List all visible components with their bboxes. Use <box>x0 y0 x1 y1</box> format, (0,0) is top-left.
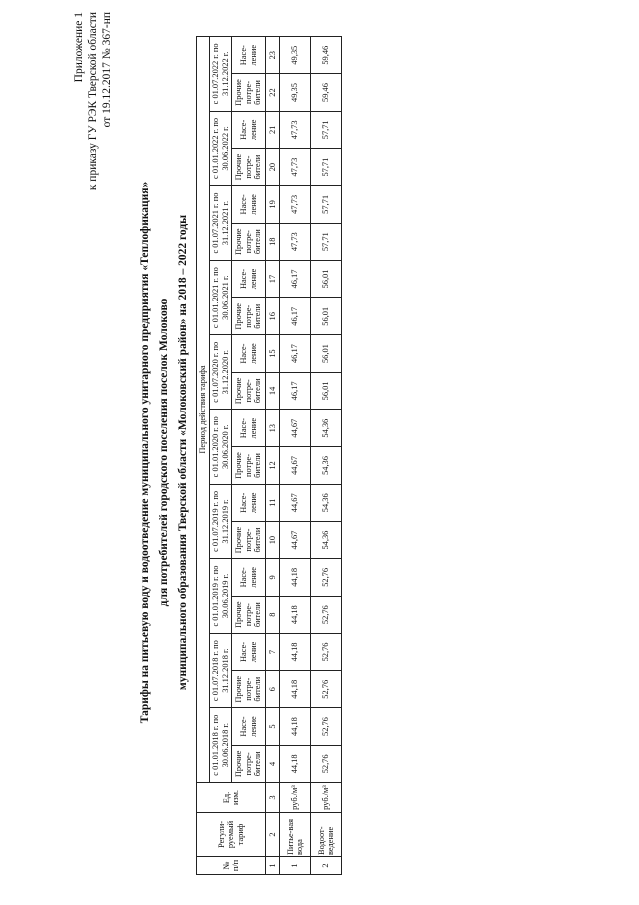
column-number: 1 <box>266 857 280 875</box>
col-unit-header: Ед. изм. <box>197 783 266 813</box>
appendix-line-1: Приложение 1 <box>73 12 85 83</box>
column-number: 12 <box>266 447 280 484</box>
period-cell: с 01.07.2022 г. по 31.12.2022 г. <box>210 37 232 112</box>
subheader-population: Насе-ление <box>232 410 266 447</box>
period-cell: с 01.01.2019 г. по 30.06.2019 г. <box>210 559 232 634</box>
tariff-table <box>196 36 342 875</box>
subheader-population: Насе-ление <box>232 111 266 148</box>
column-number-row <box>266 37 280 875</box>
period-cell: с 01.07.2019 г. по 31.12.2019 г. <box>210 484 232 559</box>
tariff-value: 52,76 <box>311 596 342 633</box>
tariff-value: 59,46 <box>311 74 342 111</box>
tariff-value: 57,71 <box>311 111 342 148</box>
subheader-other-consumers: Прочие потре-бители <box>232 298 266 335</box>
tariff-value: 44,67 <box>280 484 311 521</box>
tariff-value: 54,36 <box>311 447 342 484</box>
column-number: 20 <box>266 148 280 185</box>
tariff-value: 54,36 <box>311 484 342 521</box>
column-number: 9 <box>266 559 280 596</box>
tariff-value: 49,35 <box>280 37 311 74</box>
tariff-value: 47,73 <box>280 186 311 223</box>
subheader-other-consumers: Прочие потре-бители <box>232 148 266 185</box>
column-number: 11 <box>266 484 280 521</box>
tariff-value: 57,71 <box>311 148 342 185</box>
tariff-value: 57,71 <box>311 223 342 260</box>
tariff-value: 52,76 <box>311 559 342 596</box>
subheader-other-consumers: Прочие потре-бители <box>232 745 266 782</box>
column-number: 6 <box>266 671 280 708</box>
column-number: 21 <box>266 111 280 148</box>
subheader-population: Насе-ление <box>232 708 266 745</box>
column-number: 10 <box>266 521 280 558</box>
subheader-other-consumers: Прочие потре-бители <box>232 372 266 409</box>
tariff-value: 44,18 <box>280 708 311 745</box>
title-line-1: Тарифы на питьевую воду и водоотведение муниципального унитарного предприятия «Теплофикация» <box>139 181 151 724</box>
document-title <box>136 0 193 905</box>
row-number: 1 <box>280 857 311 875</box>
tariff-value: 57,71 <box>311 186 342 223</box>
header-row-1 <box>197 37 210 875</box>
row-tariff-name: Водоот-ведение <box>311 813 342 857</box>
col-tariff-header: Регули-руемый тариф <box>197 813 266 857</box>
column-number: 19 <box>266 186 280 223</box>
row-unit: руб./м³ <box>311 783 342 813</box>
table-row <box>280 37 311 875</box>
appendix-line-2: к приказу ГУ РЭК Тверской области <box>87 12 99 191</box>
column-number: 17 <box>266 260 280 297</box>
tariff-value: 47,73 <box>280 223 311 260</box>
column-number: 16 <box>266 298 280 335</box>
tariff-value: 46,17 <box>280 372 311 409</box>
period-cell: с 01.07.2020 г. по 31.12.2020 г. <box>210 335 232 410</box>
tariff-value: 44,18 <box>280 745 311 782</box>
column-number: 8 <box>266 596 280 633</box>
period-cell: с 01.01.2018 г. по 30.06.2018 г. <box>210 708 232 783</box>
tariff-value: 52,76 <box>311 708 342 745</box>
column-number: 5 <box>266 708 280 745</box>
tariff-value: 54,36 <box>311 521 342 558</box>
column-number: 13 <box>266 410 280 447</box>
subheader-population: Насе-ление <box>232 559 266 596</box>
column-number: 2 <box>266 813 280 857</box>
tariff-value: 44,18 <box>280 559 311 596</box>
tariff-value: 44,67 <box>280 410 311 447</box>
period-cell: с 01.07.2018 г. по 31.12.2018 г. <box>210 633 232 708</box>
title-line-2: для потребителей городского поселения поселок Молоково <box>158 298 170 607</box>
period-cell: с 01.01.2022 г. по 30.06.2022 г. <box>210 111 232 186</box>
subheader-population: Насе-ление <box>232 260 266 297</box>
column-number: 23 <box>266 37 280 74</box>
tariff-value: 44,67 <box>280 447 311 484</box>
column-number: 3 <box>266 783 280 813</box>
tariff-value: 59,46 <box>311 37 342 74</box>
period-header: Период действия тарифа <box>197 37 210 783</box>
tariff-value: 46,17 <box>280 260 311 297</box>
tariff-value: 46,17 <box>280 335 311 372</box>
subheader-population: Насе-ление <box>232 186 266 223</box>
period-cell: с 01.07.2021 г. по 31.12.2021 г. <box>210 186 232 261</box>
tariff-value: 52,76 <box>311 671 342 708</box>
tariff-value: 47,73 <box>280 148 311 185</box>
subheader-population: Насе-ление <box>232 484 266 521</box>
column-number: 7 <box>266 633 280 670</box>
title-line-3: муниципального образования Тверской области «Молоковский район» на 2018 – 2022 годы <box>177 214 189 691</box>
tariff-value: 47,73 <box>280 111 311 148</box>
subheader-other-consumers: Прочие потре-бители <box>232 223 266 260</box>
tariff-value: 44,18 <box>280 633 311 670</box>
period-cell: с 01.01.2021 г. по 30.06.2021 г. <box>210 260 232 335</box>
header-row-periods <box>210 37 232 875</box>
row-number: 2 <box>311 857 342 875</box>
column-number: 18 <box>266 223 280 260</box>
tariff-value: 56,01 <box>311 260 342 297</box>
tariff-value: 44,18 <box>280 671 311 708</box>
subheader-other-consumers: Прочие потре-бители <box>232 447 266 484</box>
row-unit: руб./м³ <box>280 783 311 813</box>
subheader-other-consumers: Прочие потре-бители <box>232 596 266 633</box>
column-number: 14 <box>266 372 280 409</box>
tariff-value: 46,17 <box>280 298 311 335</box>
appendix-block <box>72 12 114 190</box>
subheader-population: Насе-ление <box>232 335 266 372</box>
tariff-value: 44,18 <box>280 596 311 633</box>
tariff-value: 56,01 <box>311 335 342 372</box>
tariff-value: 56,01 <box>311 298 342 335</box>
column-number: 15 <box>266 335 280 372</box>
subheader-other-consumers: Прочие потре-бители <box>232 521 266 558</box>
tariff-value: 54,36 <box>311 410 342 447</box>
column-number: 4 <box>266 745 280 782</box>
subheader-population: Насе-ление <box>232 37 266 74</box>
tariff-value: 44,67 <box>280 521 311 558</box>
period-cell: с 01.01.2020 г. по 30.06.2020 г. <box>210 410 232 485</box>
subheader-other-consumers: Прочие потре-бители <box>232 74 266 111</box>
subheader-other-consumers: Прочие потре-бители <box>232 671 266 708</box>
header-row-subcategories <box>232 37 266 875</box>
subheader-population: Насе-ление <box>232 633 266 670</box>
tariff-value: 52,76 <box>311 745 342 782</box>
row-tariff-name: Питье-вая вода <box>280 813 311 857</box>
tariff-value: 49,35 <box>280 74 311 111</box>
tariff-value: 56,01 <box>311 372 342 409</box>
tariff-value: 52,76 <box>311 633 342 670</box>
appendix-line-3: от 19.12.2017 № 367-нп <box>101 12 113 128</box>
column-number: 22 <box>266 74 280 111</box>
col-num-header: № п/п <box>197 857 266 875</box>
table-row <box>311 37 342 875</box>
